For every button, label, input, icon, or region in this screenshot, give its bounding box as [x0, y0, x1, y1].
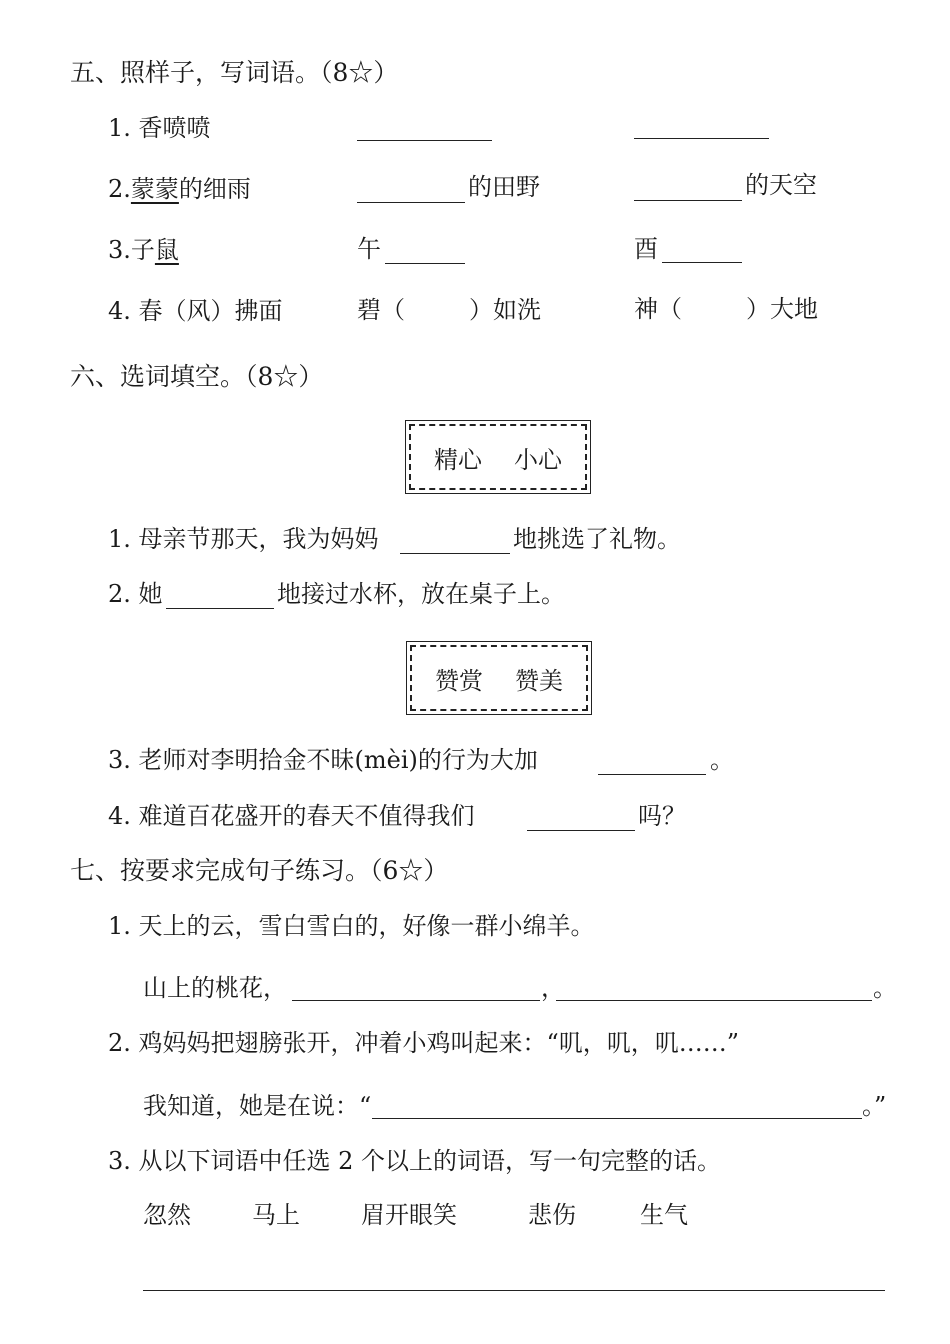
s7-q2-fill-pre: 我知道，她是在说：“ — [143, 1092, 372, 1120]
s7-q1-end: 。 — [873, 974, 897, 1002]
s5-q2-suffix-2: 的天空 — [745, 171, 817, 199]
s5-q2-rest: 的细雨 — [178, 175, 251, 203]
s5-q4-c2-pre: 碧（ — [357, 296, 405, 324]
s5-q4-c3-pre: 神（ — [634, 295, 682, 323]
s6-q3-pre: 3. 老师对李明拾金不昧(mèi)的行为大加 — [108, 746, 538, 774]
s5-q2-num: 2. — [108, 175, 131, 203]
box2-word-1: 赞赏 — [435, 666, 483, 695]
s5-q3 — [108, 235, 179, 265]
s5-q2 — [108, 174, 251, 204]
s7-q3-answer-line[interactable] — [143, 1290, 885, 1291]
section7-title: 七、按要求完成句子练习。（6☆） — [70, 856, 449, 885]
s6-q1-blank[interactable] — [400, 553, 510, 554]
s7-q1-text: 1. 天上的云，雪白雪白的，好像一群小绵羊。 — [108, 912, 595, 940]
s6-q2-pre: 2. 她 — [108, 580, 163, 608]
s5-q1-text: 香喷喷 — [138, 114, 211, 142]
s6-q1-pre: 1. 母亲节那天，我为妈妈 — [108, 525, 379, 553]
s5-q3-blank-2[interactable] — [662, 262, 742, 263]
s5-q2-blank-2[interactable] — [634, 200, 742, 201]
s5-q4-c1: 春（风）拂面 — [138, 297, 283, 325]
s6-q1-post: 地挑选了礼物。 — [513, 525, 681, 553]
s5-q2-underlined-word: 蒙蒙 — [130, 175, 179, 203]
s7-q2-blank[interactable] — [372, 1118, 862, 1119]
s5-q2-suffix-1: 的田野 — [468, 173, 540, 201]
s7-q3-word-2: 马上 — [252, 1201, 300, 1229]
s5-q3-underlined: 鼠 — [154, 236, 179, 264]
s7-q3-word-5: 生气 — [640, 1201, 688, 1229]
section6-title: 六、选词填空。（8☆） — [70, 362, 324, 391]
s5-q3-num: 3. — [108, 236, 131, 264]
s6-q2-blank[interactable] — [166, 608, 274, 609]
s5-q1 — [108, 113, 211, 143]
s5-q3-prefix: 子 — [130, 236, 155, 264]
s6-q4-blank[interactable] — [527, 830, 635, 831]
s6-q3-post: 。 — [710, 746, 734, 774]
s5-q4-c3-post: ）大地 — [746, 295, 818, 323]
s5-q4 — [108, 296, 283, 326]
s7-q1-comma: ， — [541, 974, 565, 1002]
s6-q3-blank[interactable] — [598, 774, 706, 775]
s7-q3-text: 3. 从以下词语中任选 2 个以上的词语，写一句完整的话。 — [108, 1147, 722, 1175]
s5-q2-blank-1[interactable] — [357, 202, 465, 203]
s5-q4-num: 4. — [108, 297, 131, 325]
s6-q4-pre: 4. 难道百花盛开的春天不值得我们 — [108, 802, 475, 830]
s7-q1-blank-1[interactable] — [292, 1000, 540, 1001]
s5-q4-c2-post: ）如洗 — [469, 296, 541, 324]
s7-q3-word-3: 眉开眼笑 — [361, 1201, 457, 1229]
s7-q1-blank-2[interactable] — [556, 1000, 872, 1001]
word-choice-box-1 — [409, 424, 587, 490]
s5-q4-c3 — [634, 294, 818, 324]
s5-q4-c2 — [357, 295, 541, 325]
box2-word-2: 赞美 — [515, 666, 563, 695]
s5-q1-blank-1[interactable] — [357, 140, 492, 141]
s7-q2-text: 2. 鸡妈妈把翅膀张开，冲着小鸡叫起来：“叽，叽，叽……” — [108, 1029, 740, 1057]
s7-q1-fill-pre: 山上的桃花， — [143, 974, 287, 1002]
box1-word-2: 小心 — [514, 445, 562, 474]
s7-q3-word-4: 悲伤 — [528, 1201, 576, 1229]
word-choice-box-2 — [410, 645, 588, 711]
s6-q4-post: 吗？ — [638, 802, 686, 830]
s6-q2-post: 地接过水杯，放在桌子上。 — [277, 580, 565, 608]
box1-word-1: 精心 — [434, 445, 482, 474]
s5-q3-c3: 酉 — [634, 235, 658, 263]
s7-q2-end: 。” — [862, 1092, 887, 1120]
section5-title: 五、照样子，写词语。（8☆） — [70, 58, 399, 87]
s5-q1-num: 1. — [108, 114, 131, 142]
s7-q3-word-1: 忽然 — [143, 1201, 191, 1229]
s5-q3-c2: 午 — [357, 235, 381, 263]
s5-q1-blank-2[interactable] — [634, 138, 769, 139]
s5-q3-blank-1[interactable] — [385, 263, 465, 264]
